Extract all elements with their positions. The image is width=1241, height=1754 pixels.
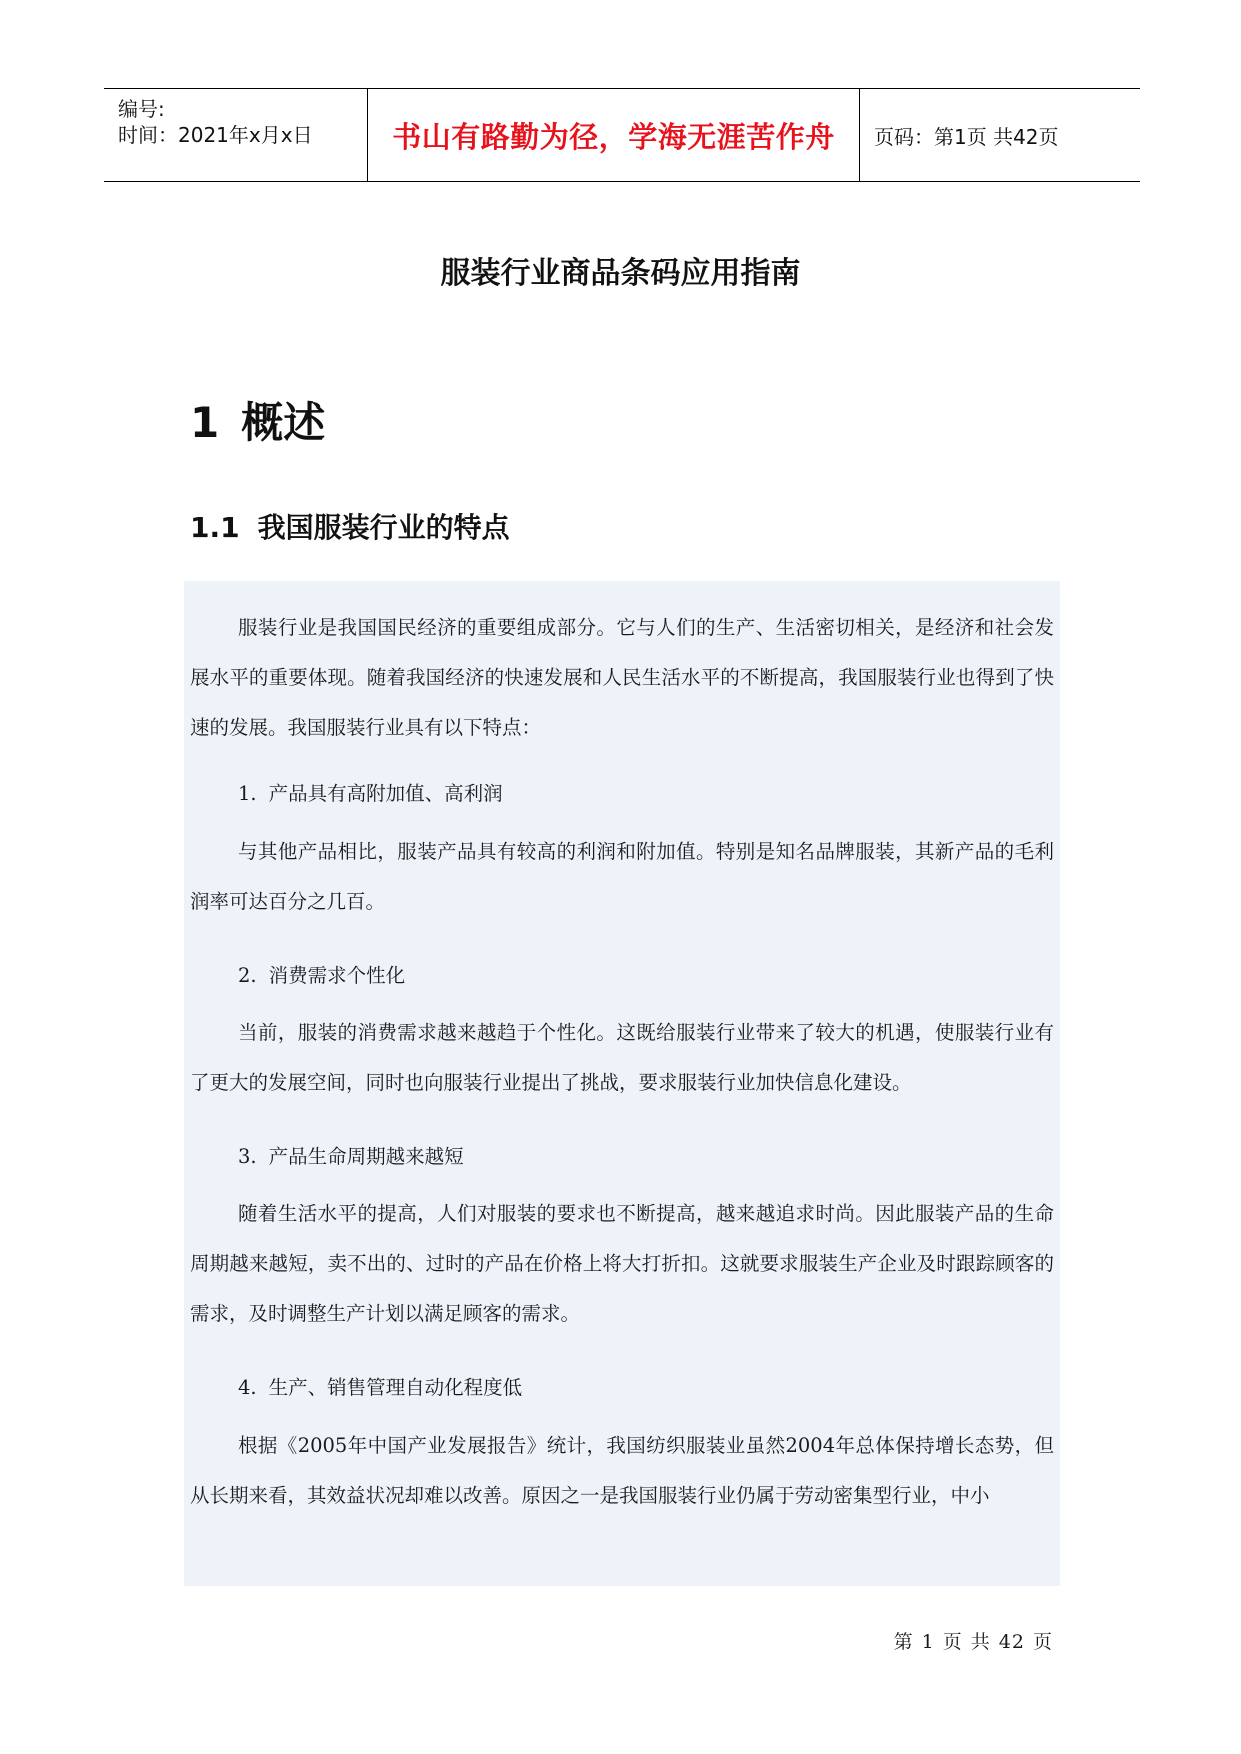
header-meta: [104, 89, 368, 181]
content-shaded-block: [184, 581, 1060, 1586]
list-item: [238, 961, 405, 991]
section-heading-1: [190, 390, 325, 450]
page-footer: [890, 1627, 1057, 1654]
list-item-text: 产品生命周期越来越短: [268, 1145, 464, 1168]
paragraph-intro: 服装行业是我国国民经济的重要组成部分。它与人们的生产、生活密切相关，是经济和社会发展水平的重要体现。随着我国经济的快速发展和人民生活水平的不断提高，我国服装行业也得到了快速的发展。我国服装行业具有以下特点：: [190, 616, 1054, 739]
paragraph-body: 当前，服装的消费需求越来越趋于个性化。这既给服装行业带来了较大的机遇，使服装行业有了更大的发展空间，同时也向服装行业提出了挑战，要求服装行业加快信息化建设。: [190, 1021, 1054, 1094]
section-heading-1-1: [190, 506, 510, 546]
section-number: 1: [190, 398, 220, 447]
footer-gong: 共: [970, 1631, 991, 1653]
list-item-number: 2.: [238, 964, 257, 987]
list-item: [238, 1373, 522, 1403]
subsection-number: 1.1: [190, 511, 240, 544]
list-item-text: 生产、销售管理自动化程度低: [268, 1376, 523, 1399]
paragraph-body: 根据《2005年中国产业发展报告》统计，我国纺织服装业虽然2004年总体保持增长态势，但从长期来看，其效益状况却难以改善。原因之一是我国服装行业仍属于劳动密集型行业，中小: [190, 1434, 1054, 1507]
footer-total-pages: 42: [998, 1631, 1025, 1653]
list-item-number: 3.: [238, 1145, 257, 1168]
list-item-number: 1.: [238, 782, 257, 805]
subsection-title: 我国服装行业的特点: [257, 511, 510, 544]
paragraph-body: 随着生活水平的提高，人们对服装的要求也不断提高，越来越追求时尚。因此服装产品的生命周期越来越短，卖不出的、过时的产品在价格上将大打折扣。这就要求服装生产企业及时跟踪顾客的需求，及时调整生产计划以满足顾客的需求。: [190, 1202, 1054, 1325]
footer-ye: 页: [942, 1631, 963, 1653]
page-header: [104, 88, 1140, 182]
document-time-label: 时间：2021年x月x日: [118, 123, 313, 147]
section-title: 概述: [241, 398, 326, 447]
list-item-number: 4.: [238, 1376, 257, 1399]
paragraph-body: 与其他产品相比，服装产品具有较高的利润和附加值。特别是知名品牌服装，其新产品的毛利润率可达百分之几百。: [190, 840, 1054, 913]
header-motto: 书山有路勤为径，学海无涯苦作舟: [368, 89, 860, 181]
document-number-label: 编号:: [118, 97, 165, 121]
header-page-info: 页码：第1页 共42页: [874, 124, 1059, 149]
footer-page-number: 1: [921, 1631, 935, 1653]
list-item: [238, 779, 503, 809]
list-item-text: 消费需求个性化: [268, 964, 406, 987]
footer-di: 第: [893, 1631, 914, 1653]
list-item-text: 产品具有高附加值、高利润: [268, 782, 503, 805]
list-item: [238, 1142, 464, 1172]
footer-ye: 页: [1032, 1631, 1053, 1653]
document-title: 服装行业商品条码应用指南: [440, 256, 801, 291]
